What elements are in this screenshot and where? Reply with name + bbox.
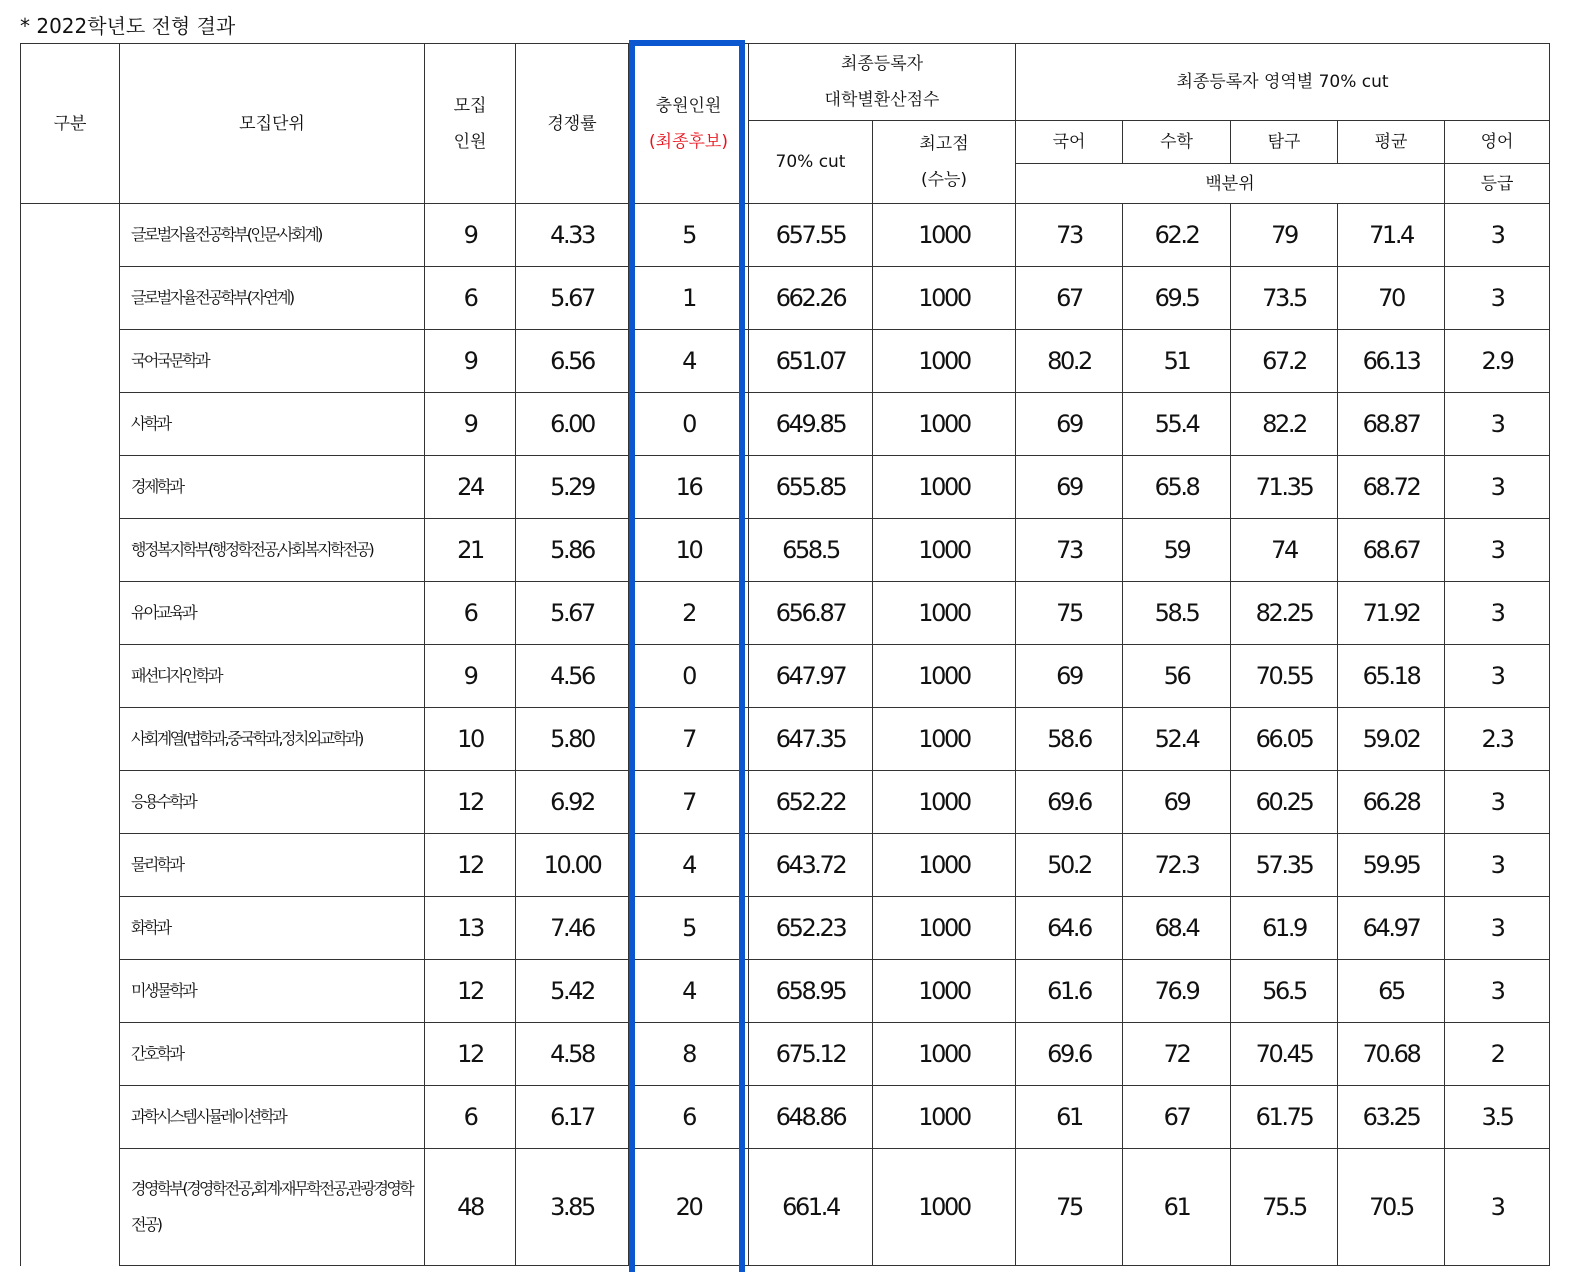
average-cell: 70.5	[1338, 1149, 1445, 1266]
table-row	[21, 771, 1550, 834]
cut70-cell: 643.72	[749, 834, 873, 897]
max-cell: 1000	[873, 267, 1016, 330]
korean-cell: 69.6	[1016, 771, 1123, 834]
korean-cell: 75	[1016, 582, 1123, 645]
competition-cell: 4.33	[516, 204, 629, 267]
english-cell: 3	[1445, 456, 1550, 519]
inquiry-cell: 66.05	[1231, 708, 1338, 771]
korean-cell: 73	[1016, 519, 1123, 582]
quota-cell: 12	[425, 1023, 516, 1086]
english-cell: 3.5	[1445, 1086, 1550, 1149]
table-row	[21, 1023, 1550, 1086]
header-percentile: 백분위	[1016, 164, 1445, 204]
korean-cell: 50.2	[1016, 834, 1123, 897]
additional-cell: 4	[629, 330, 749, 393]
average-cell: 66.13	[1338, 330, 1445, 393]
header-grade: 등급	[1445, 164, 1550, 204]
quota-cell: 9	[425, 393, 516, 456]
math-cell: 55.4	[1123, 393, 1231, 456]
competition-cell: 5.67	[516, 582, 629, 645]
average-cell: 68.67	[1338, 519, 1445, 582]
math-cell: 52.4	[1123, 708, 1231, 771]
english-cell: 2	[1445, 1023, 1550, 1086]
korean-cell: 64.6	[1016, 897, 1123, 960]
table-row	[21, 897, 1550, 960]
english-cell: 3	[1445, 582, 1550, 645]
max-cell: 1000	[873, 834, 1016, 897]
quota-cell: 48	[425, 1149, 516, 1266]
english-cell: 3	[1445, 897, 1550, 960]
cut70-cell: 661.4	[749, 1149, 873, 1266]
table-row	[21, 1149, 1550, 1266]
header-category: 구분	[21, 44, 120, 204]
header-final-reg-line1: 최종등록자	[840, 54, 924, 74]
quota-cell: 6	[425, 1086, 516, 1149]
korean-cell: 67	[1016, 267, 1123, 330]
competition-cell: 6.00	[516, 393, 629, 456]
table-row	[21, 267, 1550, 330]
quota-cell: 21	[425, 519, 516, 582]
header-english: 영어	[1445, 121, 1550, 164]
competition-cell: 5.80	[516, 708, 629, 771]
header-quota-line1: 모집	[453, 95, 487, 116]
average-cell: 71.4	[1338, 204, 1445, 267]
inquiry-cell: 70.55	[1231, 645, 1338, 708]
cut70-cell: 647.97	[749, 645, 873, 708]
header-math: 수학	[1123, 121, 1231, 164]
competition-cell: 7.46	[516, 897, 629, 960]
header-additional	[629, 44, 749, 204]
average-cell: 70.68	[1338, 1023, 1445, 1086]
header-additional-line2: (최종후보)	[649, 131, 728, 152]
korean-cell: 69	[1016, 456, 1123, 519]
table-caption: * 2022학년도 전형 결과	[20, 14, 236, 38]
korean-cell: 80.2	[1016, 330, 1123, 393]
header-max-line1: 최고점	[919, 134, 969, 154]
max-cell: 1000	[873, 1086, 1016, 1149]
competition-cell: 4.56	[516, 645, 629, 708]
unit-cell: 사학과	[120, 393, 425, 456]
additional-cell: 0	[629, 393, 749, 456]
unit-cell: 패션디자인학과	[120, 645, 425, 708]
english-cell: 3	[1445, 519, 1550, 582]
additional-cell: 1	[629, 267, 749, 330]
quota-cell: 13	[425, 897, 516, 960]
additional-cell: 5	[629, 897, 749, 960]
competition-cell: 6.56	[516, 330, 629, 393]
english-cell: 2.3	[1445, 708, 1550, 771]
math-cell: 69.5	[1123, 267, 1231, 330]
header-area-cut: 최종등록자 영역별 70% cut	[1016, 44, 1550, 121]
cut70-cell: 652.22	[749, 771, 873, 834]
max-cell: 1000	[873, 330, 1016, 393]
unit-cell: 응용수학과	[120, 771, 425, 834]
average-cell: 71.92	[1338, 582, 1445, 645]
table-row	[21, 645, 1550, 708]
math-cell: 56	[1123, 645, 1231, 708]
header-max-line2: (수능)	[920, 170, 968, 190]
max-cell: 1000	[873, 645, 1016, 708]
korean-cell: 61	[1016, 1086, 1123, 1149]
inquiry-cell: 79	[1231, 204, 1338, 267]
competition-cell: 5.67	[516, 267, 629, 330]
header-final-reg-line2: 대학별환산점수	[824, 90, 940, 110]
header-final-registrant-score	[749, 44, 1016, 121]
competition-cell: 10.00	[516, 834, 629, 897]
inquiry-cell: 71.35	[1231, 456, 1338, 519]
additional-cell: 6	[629, 1086, 749, 1149]
english-cell: 3	[1445, 960, 1550, 1023]
max-cell: 1000	[873, 771, 1016, 834]
math-cell: 61	[1123, 1149, 1231, 1266]
table-row	[21, 582, 1550, 645]
inquiry-cell: 82.2	[1231, 393, 1338, 456]
inquiry-cell: 73.5	[1231, 267, 1338, 330]
cut70-cell: 662.26	[749, 267, 873, 330]
header-unit: 모집단위	[120, 44, 425, 204]
table-row	[21, 393, 1550, 456]
cut70-cell: 648.86	[749, 1086, 873, 1149]
competition-cell: 5.42	[516, 960, 629, 1023]
table-row	[21, 960, 1550, 1023]
competition-cell: 5.86	[516, 519, 629, 582]
korean-cell: 61.6	[1016, 960, 1123, 1023]
max-cell: 1000	[873, 1023, 1016, 1086]
competition-cell: 4.58	[516, 1023, 629, 1086]
korean-cell: 69	[1016, 645, 1123, 708]
english-cell: 2.9	[1445, 330, 1550, 393]
korean-cell: 69.6	[1016, 1023, 1123, 1086]
math-cell: 72	[1123, 1023, 1231, 1086]
cut70-cell: 657.55	[749, 204, 873, 267]
english-cell: 3	[1445, 267, 1550, 330]
competition-cell: 5.29	[516, 456, 629, 519]
competition-cell: 3.85	[516, 1149, 629, 1266]
competition-cell: 6.92	[516, 771, 629, 834]
unit-cell: 행정복지학부(행정학전공,사회복지학전공)	[120, 519, 425, 582]
max-cell: 1000	[873, 708, 1016, 771]
additional-cell: 5	[629, 204, 749, 267]
korean-cell: 58.6	[1016, 708, 1123, 771]
average-cell: 63.25	[1338, 1086, 1445, 1149]
quota-cell: 9	[425, 204, 516, 267]
max-cell: 1000	[873, 1149, 1016, 1266]
average-cell: 65	[1338, 960, 1445, 1023]
math-cell: 62.2	[1123, 204, 1231, 267]
table-row	[21, 456, 1550, 519]
header-additional-line1: 충원인원	[655, 95, 722, 116]
quota-cell: 9	[425, 330, 516, 393]
inquiry-cell: 56.5	[1231, 960, 1338, 1023]
average-cell: 70	[1338, 267, 1445, 330]
math-cell: 69	[1123, 771, 1231, 834]
additional-cell: 10	[629, 519, 749, 582]
inquiry-cell: 61.75	[1231, 1086, 1338, 1149]
average-cell: 64.97	[1338, 897, 1445, 960]
math-cell: 51	[1123, 330, 1231, 393]
unit-cell: 물리학과	[120, 834, 425, 897]
table-row	[21, 1086, 1550, 1149]
inquiry-cell: 61.9	[1231, 897, 1338, 960]
inquiry-cell: 74	[1231, 519, 1338, 582]
inquiry-cell: 60.25	[1231, 771, 1338, 834]
cut70-cell: 655.85	[749, 456, 873, 519]
additional-cell: 7	[629, 771, 749, 834]
inquiry-cell: 82.25	[1231, 582, 1338, 645]
header-quota	[425, 44, 516, 204]
math-cell: 65.8	[1123, 456, 1231, 519]
unit-cell: 글로벌자율전공학부(자연계)	[120, 267, 425, 330]
table-row	[21, 834, 1550, 897]
unit-cell: 간호학과	[120, 1023, 425, 1086]
quota-cell: 12	[425, 960, 516, 1023]
header-max-score	[873, 121, 1016, 204]
header-inquiry: 탐구	[1231, 121, 1338, 164]
quota-cell: 9	[425, 645, 516, 708]
header-korean: 국어	[1016, 121, 1123, 164]
unit-cell: 유아교육과	[120, 582, 425, 645]
unit-cell: 미생물학과	[120, 960, 425, 1023]
max-cell: 1000	[873, 960, 1016, 1023]
cut70-cell: 649.85	[749, 393, 873, 456]
english-cell: 3	[1445, 204, 1550, 267]
korean-cell: 69	[1016, 393, 1123, 456]
korean-cell: 73	[1016, 204, 1123, 267]
average-cell: 65.18	[1338, 645, 1445, 708]
average-cell: 68.87	[1338, 393, 1445, 456]
math-cell: 58.5	[1123, 582, 1231, 645]
inquiry-cell: 57.35	[1231, 834, 1338, 897]
english-cell: 3	[1445, 645, 1550, 708]
category-cell	[21, 204, 120, 1266]
cut70-cell: 647.35	[749, 708, 873, 771]
max-cell: 1000	[873, 393, 1016, 456]
quota-cell: 6	[425, 582, 516, 645]
average-cell: 66.28	[1338, 771, 1445, 834]
unit-cell: 경영학부(경영학전공,회계·재무학전공,관광경영학전공)	[120, 1149, 425, 1266]
inquiry-cell: 70.45	[1231, 1023, 1338, 1086]
header-quota-line2: 인원	[453, 131, 487, 152]
cut70-cell: 675.12	[749, 1023, 873, 1086]
additional-cell: 4	[629, 834, 749, 897]
average-cell: 68.72	[1338, 456, 1445, 519]
math-cell: 59	[1123, 519, 1231, 582]
additional-cell: 4	[629, 960, 749, 1023]
unit-cell: 과학시스템시뮬레이션학과	[120, 1086, 425, 1149]
english-cell: 3	[1445, 771, 1550, 834]
quota-cell: 24	[425, 456, 516, 519]
max-cell: 1000	[873, 204, 1016, 267]
additional-cell: 20	[629, 1149, 749, 1266]
math-cell: 76.9	[1123, 960, 1231, 1023]
unit-cell: 국어국문학과	[120, 330, 425, 393]
admission-results-table	[20, 43, 1550, 1266]
korean-cell: 75	[1016, 1149, 1123, 1266]
unit-cell: 화학과	[120, 897, 425, 960]
unit-cell: 경제학과	[120, 456, 425, 519]
table-row	[21, 708, 1550, 771]
unit-cell: 사회계열(법학과,중국학과,정치외교학과)	[120, 708, 425, 771]
unit-cell: 글로벌자율전공학부(인문·사회계)	[120, 204, 425, 267]
table-row	[21, 330, 1550, 393]
inquiry-cell: 67.2	[1231, 330, 1338, 393]
table-row	[21, 519, 1550, 582]
cut70-cell: 651.07	[749, 330, 873, 393]
max-cell: 1000	[873, 519, 1016, 582]
english-cell: 3	[1445, 834, 1550, 897]
cut70-cell: 658.95	[749, 960, 873, 1023]
max-cell: 1000	[873, 582, 1016, 645]
header-cut70: 70% cut	[749, 121, 873, 204]
cut70-cell: 652.23	[749, 897, 873, 960]
results-table-body	[21, 204, 1550, 1266]
quota-cell: 12	[425, 834, 516, 897]
quota-cell: 6	[425, 267, 516, 330]
header-competition: 경쟁률	[516, 44, 629, 204]
competition-cell: 6.17	[516, 1086, 629, 1149]
math-cell: 67	[1123, 1086, 1231, 1149]
additional-cell: 2	[629, 582, 749, 645]
additional-cell: 7	[629, 708, 749, 771]
additional-cell: 0	[629, 645, 749, 708]
math-cell: 72.3	[1123, 834, 1231, 897]
average-cell: 59.95	[1338, 834, 1445, 897]
english-cell: 3	[1445, 1149, 1550, 1266]
max-cell: 1000	[873, 456, 1016, 519]
header-average: 평균	[1338, 121, 1445, 164]
english-cell: 3	[1445, 393, 1550, 456]
additional-cell: 8	[629, 1023, 749, 1086]
inquiry-cell: 75.5	[1231, 1149, 1338, 1266]
additional-cell: 16	[629, 456, 749, 519]
cut70-cell: 658.5	[749, 519, 873, 582]
quota-cell: 12	[425, 771, 516, 834]
max-cell: 1000	[873, 897, 1016, 960]
cut70-cell: 656.87	[749, 582, 873, 645]
average-cell: 59.02	[1338, 708, 1445, 771]
quota-cell: 10	[425, 708, 516, 771]
table-row	[21, 204, 1550, 267]
math-cell: 68.4	[1123, 897, 1231, 960]
